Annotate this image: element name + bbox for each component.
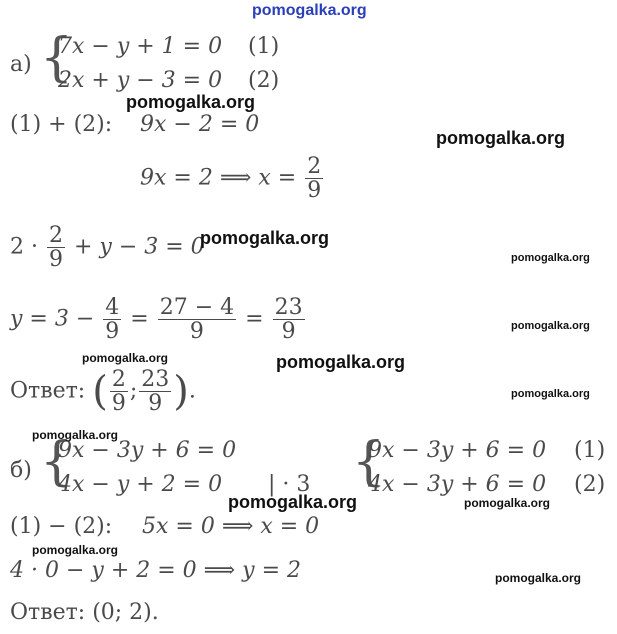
part-b-label: б): [10, 458, 32, 483]
watermark-2: pomogalka.org: [436, 128, 566, 148]
system-a-eq1-number: (1): [248, 34, 280, 59]
system-a-eq2: 2x + y − 3 = 0: [58, 68, 223, 93]
watermark-top: pomogalka.org: [252, 2, 367, 19]
watermark-5: pomogalka.org: [511, 320, 590, 332]
solve-x-line: [140, 155, 325, 202]
watermark-13: pomogalka.org: [495, 571, 582, 585]
system-b2-eq1-number: (1): [574, 438, 606, 463]
system-a-eq2-number: (2): [248, 68, 280, 93]
system-brace-b1: {: [40, 432, 74, 492]
substitution-line-b: 4 · 0 − y + 2 = 0 ⟹ y = 2: [10, 558, 302, 583]
watermark-9: pomogalka.org: [32, 428, 119, 442]
fraction-23-9: $\frac{23}{9}$: [274, 295, 303, 345]
fraction-2-9: $\frac{2}{9}$: [307, 154, 322, 204]
sum-equation: 9x − 2 = 0: [140, 112, 260, 137]
fraction-4-9: $\frac{4}{9}$: [105, 295, 120, 345]
substitution-line-a: 2 · $\frac{2}{9}$ + y − 3 = 0: [10, 223, 205, 273]
answer-b: Ответ: (0; 2).: [10, 600, 159, 625]
system-b-eq1: 9x − 3y + 6 = 0: [58, 438, 237, 463]
watermark-6: pomogalka.org: [82, 351, 169, 365]
diff-label: (1) − (2):: [10, 514, 113, 539]
watermark-8: pomogalka.org: [511, 388, 590, 400]
watermark-10: pomogalka.org: [228, 492, 358, 512]
watermark-12: pomogalka.org: [32, 543, 119, 557]
watermark-3: pomogalka.org: [200, 228, 330, 248]
part-a-label: а): [10, 52, 32, 77]
solve-x-lhs: 9x = 2 ⟹ x =: [140, 165, 297, 191]
watermark-7: pomogalka.org: [276, 352, 406, 372]
system-b2-eq2-number: (2): [574, 472, 606, 497]
system-a-eq1: 7x − y + 1 = 0: [58, 34, 223, 59]
system-b2-eq2: 4x − 3y + 6 = 0: [368, 472, 547, 497]
system-brace-b2: {: [352, 432, 386, 492]
sum-label: (1) + (2):: [10, 112, 113, 137]
answer-a: Ответ: ( $\frac{2}{9}$ ; $\frac{23}{9}$ ).: [10, 367, 196, 417]
multiplier: | · 3: [268, 472, 311, 497]
answer-a-label: Ответ:: [10, 378, 86, 404]
watermark-4: pomogalka.org: [511, 252, 590, 264]
fraction-27-4-9: $\frac{27 - 4}{9}$: [159, 295, 235, 345]
diff-equation: 5x = 0 ⟹ x = 0: [142, 514, 320, 539]
fraction-2-9-subst: $\frac{2}{9}$: [48, 223, 63, 273]
watermark-11: pomogalka.org: [464, 496, 551, 510]
y-computation-line: y = 3 − $\frac{4}{9}$ = $\frac{27 - 4}{9}$ = $\frac{23}{9}$: [10, 295, 303, 345]
watermark-1: pomogalka.org: [126, 92, 256, 112]
system-b-eq2: 4x − y + 2 = 0: [58, 472, 223, 497]
system-brace-a: {: [40, 28, 74, 88]
system-b2-eq1: 9x − 3y + 6 = 0: [368, 438, 547, 463]
